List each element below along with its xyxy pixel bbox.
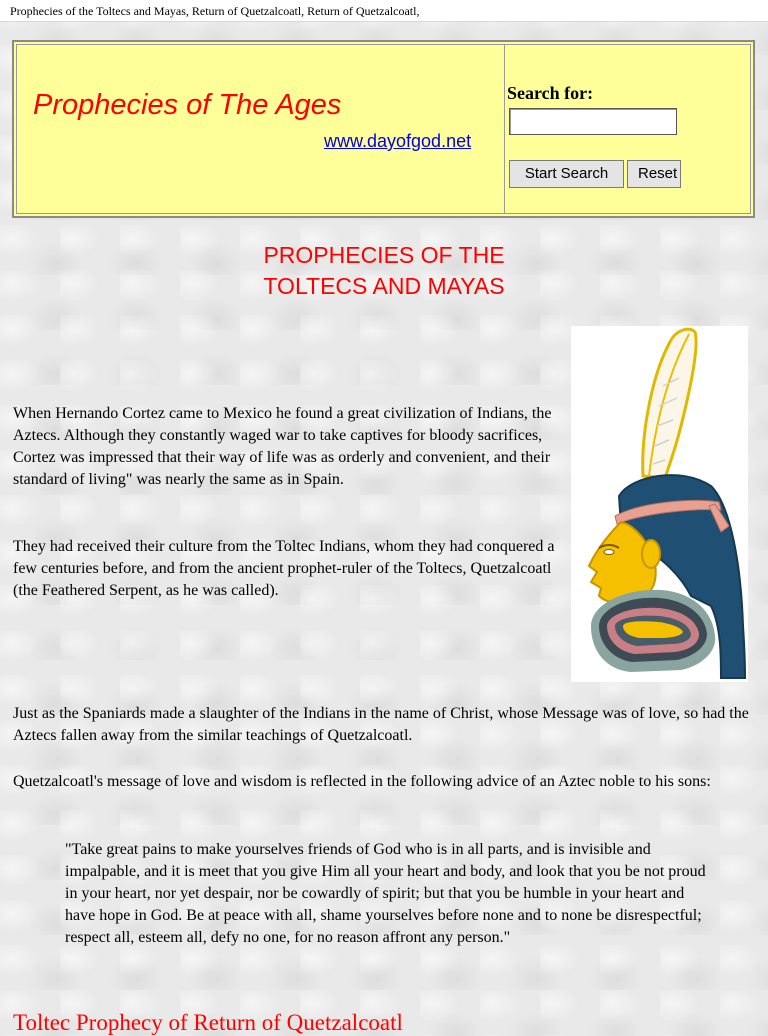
site-header-inner bbox=[16, 44, 751, 214]
site-header bbox=[12, 40, 755, 218]
header-divider bbox=[504, 45, 505, 213]
article-paragraph: Just as the Spaniards made a slaughter of the Indians in the name of Christ, whose Message was of love, so had the Aztecs fallen away from the similar teachings of Quetzalcoatl. bbox=[13, 705, 749, 744]
section-heading: Toltec Prophecy of Return of Quetzalcoatl bbox=[13, 1010, 403, 1035]
start-search-button[interactable]: Start Search bbox=[509, 160, 624, 188]
page-heading-line-1: PROPHECIES OF THE bbox=[263, 242, 505, 268]
quetzalcoatl-portrait-image bbox=[571, 326, 748, 682]
aztec-noble-quote: "Take great pains to make yourselves friends of God who is in all parts, and is invisible and impalpable, and it is meet that you give Him all your heart and body, and look that you be not proud in your heart, nor yet despair, nor be cowardly of spirit; but that you be humble in your heart and have hope in God. Be at peace with all, shame yourselves before none and to none be disrespectful; respect all, esteem all, defy no one, for no reason affront any person." bbox=[65, 841, 706, 946]
article-paragraph: Quetzalcoatl's message of love and wisdom is reflected in the following advice of an Aztec noble to his sons: bbox=[13, 773, 711, 790]
site-title: Prophecies of The Ages bbox=[33, 89, 342, 121]
article-paragraph: When Hernando Cortez came to Mexico he found a great civilization of Indians, the Aztecs. Although they constantly waged war to take captives for bloody sacrifices, Cortez was impressed that their way of life was as orderly and convenient, and their standard of living" was nearly the same as in Spain. bbox=[13, 405, 552, 488]
article-paragraph: They had received their culture from the Toltec Indians, whom they had conquered a few centuries before, and from the ancient prophet-ruler of the Toltecs, Quetzalcoatl (the Feathered Serpent, as he was called). bbox=[13, 538, 555, 599]
page-heading bbox=[0, 240, 768, 302]
search-label: Search for: bbox=[507, 83, 594, 103]
page-heading-line-2: TOLTECS AND MAYAS bbox=[263, 273, 505, 299]
search-input[interactable] bbox=[509, 108, 677, 135]
reset-button[interactable]: Reset bbox=[627, 160, 681, 188]
site-url-link[interactable]: www.dayofgod.net bbox=[324, 131, 472, 151]
browser-title-bar: Prophecies of the Toltecs and Mayas, Return of Quetzalcoatl, Return of Quetzalcoatl, bbox=[0, 0, 768, 22]
